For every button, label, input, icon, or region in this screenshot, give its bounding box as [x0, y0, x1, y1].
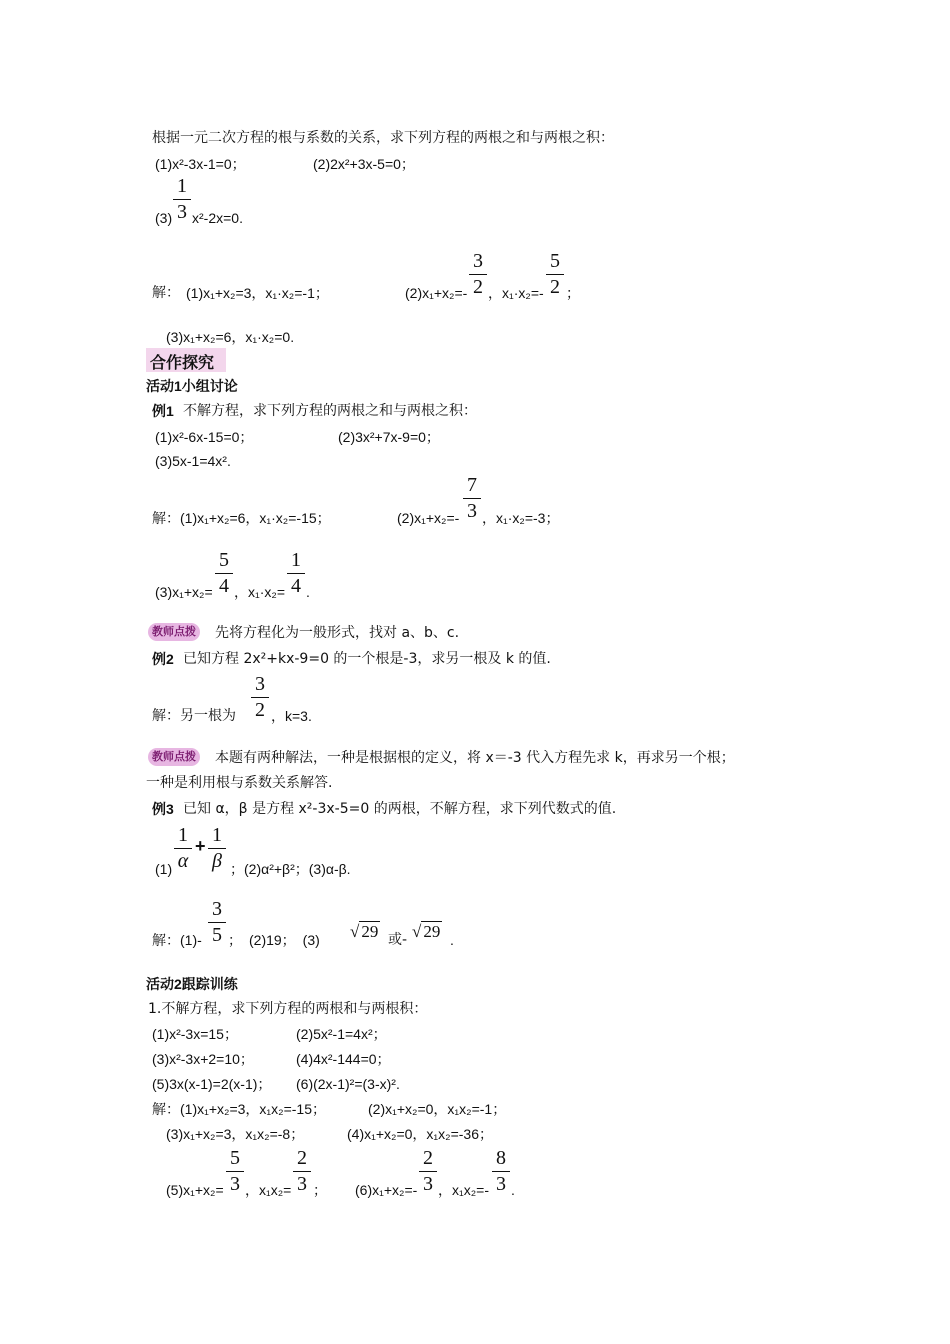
- a2-sol6-b: ，x₁x₂=-: [438, 1182, 489, 1198]
- radicand: 29: [361, 922, 379, 941]
- tip1-text: 先将方程化为一般形式，找对 a、b、c.: [215, 625, 460, 641]
- denominator: 2: [550, 276, 560, 298]
- denominator: 2: [473, 276, 483, 298]
- denominator: 3: [297, 1173, 307, 1195]
- ex3-or: 或-: [388, 932, 408, 948]
- radicand: 29: [423, 922, 441, 941]
- numerator: 5: [219, 549, 229, 571]
- ex2-sol-fraction: [251, 673, 269, 721]
- section-title: 合作探究: [150, 353, 215, 372]
- ex3-text: 已知 α，β 是方程 x²-3x-5=0 的两根，不解方程，求下列代数式的值.: [183, 801, 617, 817]
- a2-sol6-a: (6)x₁+x₂=-: [355, 1182, 418, 1198]
- denominator: α: [177, 850, 189, 872]
- ex2-label: 例2: [152, 651, 174, 667]
- ex1-sol2-b: ，x₁·x₂=-3；: [482, 510, 560, 526]
- tip2-line1: 本题有两种解法，一种是根据根的定义，将 x＝-3 代入方程先求 k，再求另一个根；: [215, 750, 735, 766]
- a2-sol4: (4)x₁+x₂=0，x₁x₂=-36；: [347, 1126, 493, 1142]
- numerator: 1: [177, 175, 187, 197]
- ex1-sol1: 解：(1)x₁+x₂=6，x₁·x₂=-15；: [152, 510, 331, 526]
- a2-sol5-fraction-2: [293, 1147, 311, 1195]
- ex3-q1-fraction-2: [208, 824, 226, 872]
- a2-sol2: (2)x₁+x₂=0，x₁x₂=-1；: [368, 1101, 507, 1117]
- denominator: 3: [177, 201, 187, 223]
- a2-q6: (6)(2x-1)²=(3-x)².: [296, 1076, 400, 1092]
- a2-sol6-end: .: [511, 1182, 515, 1198]
- a2-sol5-a: (5)x₁+x₂=: [166, 1182, 224, 1198]
- ex1-text: 不解方程，求下列方程的两根之和与两根之积：: [183, 403, 477, 419]
- activity2-question: 1.不解方程，求下列方程的两根和与两根积：: [148, 1001, 428, 1017]
- ex1-sol3-fraction-1: [215, 549, 233, 597]
- intro-sol-label: 解：: [152, 285, 180, 301]
- a2-sol3: (3)x₁+x₂=3，x₁x₂=-8；: [166, 1126, 305, 1142]
- intro-sol2-end: ；: [566, 285, 580, 301]
- ex2-sol-a: 解：另一根为: [152, 708, 236, 724]
- a2-sol5-end: ；: [313, 1182, 327, 1198]
- ex1-sol3-b: ，x₁·x₂=: [234, 584, 285, 600]
- a2-sol5-b: ，x₁x₂=: [245, 1182, 292, 1198]
- a2-sol6-fraction-1: [419, 1147, 437, 1195]
- numerator: 1: [212, 824, 222, 846]
- numerator: 2: [423, 1147, 433, 1169]
- intro-sol1: (1)x₁+x₂=3，x₁·x₂=-1；: [186, 285, 329, 301]
- denominator: 5: [212, 924, 222, 946]
- ex1-sol2-fraction: [463, 474, 481, 522]
- a2-q2: (2)5x²-1=4x²；: [296, 1026, 387, 1042]
- sqrt-29-neg: √ 29: [412, 922, 441, 941]
- ex1-eq3: (3)5x-1=4x².: [155, 453, 231, 469]
- numerator: 1: [178, 824, 188, 846]
- teacher-tip-badge: 教师点拨: [148, 623, 200, 641]
- ex1-sol2-a: (2)x₁+x₂=-: [397, 510, 460, 526]
- intro-eq2: (2)2x²+3x-5=0；: [313, 156, 415, 172]
- ex1-sol3-a: (3)x₁+x₂=: [155, 584, 213, 600]
- intro-sol3: (3)x₁+x₂=6，x₁·x₂=0.: [166, 329, 295, 345]
- intro-sol2-b: ，x₁·x₂=-: [488, 285, 544, 301]
- sqrt-29: √ 29: [350, 922, 379, 941]
- intro-eq1: (1)x²-3x-1=0；: [155, 156, 246, 172]
- denominator: 4: [291, 575, 301, 597]
- a2-q1: (1)x²-3x=15；: [152, 1026, 238, 1042]
- denominator: 3: [230, 1173, 240, 1195]
- intro-eq3-fraction: [173, 175, 191, 223]
- numerator: 3: [212, 898, 222, 920]
- intro-prompt: 根据一元二次方程的根与系数的关系，求下列方程的两根之和与两根之积：: [152, 130, 614, 146]
- ex3-q-rest: ；(2)α²+β²；(3)α-β.: [230, 861, 351, 877]
- plus-sign: +: [195, 836, 206, 856]
- ex3-sol-b: ； (2)19； (3): [228, 932, 320, 948]
- ex3-sol-a: 解：(1)-: [152, 932, 202, 948]
- intro-eq3-suffix: x²-2x=0.: [192, 210, 243, 226]
- a2-sol5-fraction-1: [226, 1147, 244, 1195]
- ex1-sol3-end: .: [306, 584, 310, 600]
- ex1-label: 例1: [152, 403, 174, 419]
- denominator: 3: [423, 1173, 433, 1195]
- denominator: 3: [467, 500, 477, 522]
- ex2-sol-b: ，k=3.: [271, 708, 312, 724]
- ex3-q1-prefix: (1): [155, 861, 173, 877]
- a2-sol1: 解：(1)x₁+x₂=3，x₁x₂=-15；: [152, 1101, 326, 1117]
- a2-sol6-fraction-2: [492, 1147, 510, 1195]
- denominator: β: [212, 850, 222, 872]
- activity1-title: 活动1小组讨论: [146, 378, 238, 394]
- ex1-sol3-fraction-2: [287, 549, 305, 597]
- ex1-eq1: (1)x²-6x-15=0；: [155, 429, 254, 445]
- numerator: 3: [255, 673, 265, 695]
- intro-sol2-a: (2)x₁+x₂=-: [405, 285, 468, 301]
- a2-q4: (4)4x²-144=0；: [296, 1051, 391, 1067]
- numerator: 5: [550, 250, 560, 272]
- ex1-eq2: (2)3x²+7x-9=0；: [338, 429, 440, 445]
- intro-sol2-fraction-2: [546, 250, 564, 298]
- denominator: 2: [255, 699, 265, 721]
- ex3-end: .: [450, 932, 454, 948]
- denominator: 3: [496, 1173, 506, 1195]
- numerator: 2: [297, 1147, 307, 1169]
- intro-sol2-fraction-1: [469, 250, 487, 298]
- tip2-line2: 一种是利用根与系数关系解答.: [146, 775, 333, 791]
- a2-q5: (5)3x(x-1)=2(x-1)；: [152, 1076, 272, 1092]
- numerator: 8: [496, 1147, 506, 1169]
- numerator: 5: [230, 1147, 240, 1169]
- ex3-label: 例3: [152, 801, 174, 817]
- numerator: 3: [473, 250, 483, 272]
- a2-q3: (3)x²-3x+2=10；: [152, 1051, 254, 1067]
- activity2-title: 活动2跟踪训练: [146, 976, 238, 992]
- ex2-text: 已知方程 2x²+kx-9=0 的一个根是-3，求另一根及 k 的值.: [183, 651, 551, 667]
- intro-eq3-prefix: (3): [155, 210, 173, 226]
- ex3-sol-fraction: [208, 898, 226, 946]
- numerator: 1: [291, 549, 301, 571]
- teacher-tip-badge-2: 教师点拨: [148, 748, 200, 766]
- ex3-q1-fraction-1: [174, 824, 192, 872]
- numerator: 7: [467, 474, 477, 496]
- denominator: 4: [219, 575, 229, 597]
